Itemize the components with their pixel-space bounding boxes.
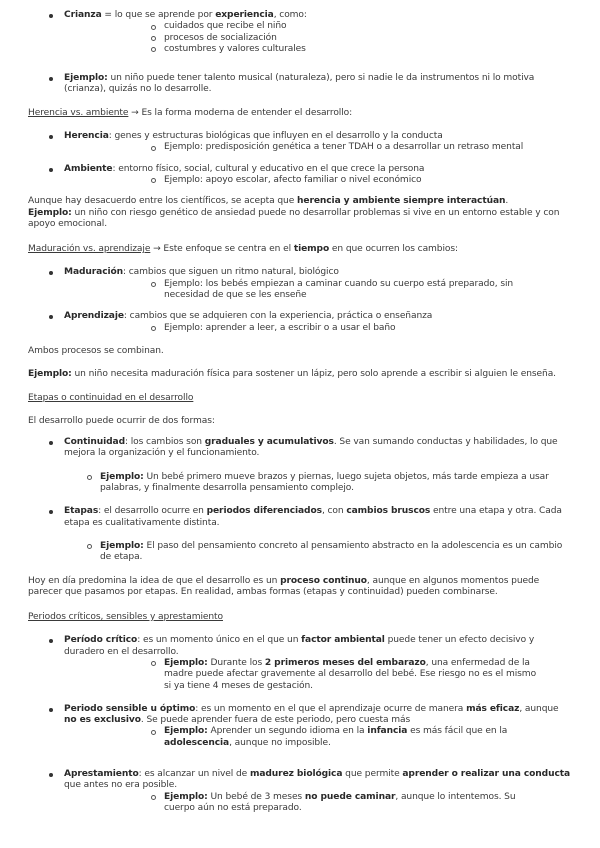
maduracion-bullet: Maduración: cambios que siguen un ritmo natural, biológico Ejemplo: los bebés empiezan a caminar cuando su cuerpo está preparado, sin necesidad de que se les enseñe [64,267,572,301]
herencia-bullet: Herencia: genes y estructuras biológicas que influyen en el desarrollo y la conducta Ejemplo: predisposición genética a tener TDAH o a desarrollar un retraso mental [64,131,572,154]
aprestamiento-bullet: Aprestamiento: es alcanzar un nivel de madurez biológica que permite aprender o realizar una conducta que antes no era posible. Ejemplo: Un bebé de 3 meses no puede caminar, aunque lo intentemos. Su cuerpo aún no está preparado. [64,769,571,813]
section-heading-maduracion: Maduración vs. aprendizaje → Este enfoque se centra en el tiempo en que ocurren los cambios: [28,244,458,255]
etapas-ejemplo: Ejemplo: El paso del pensamiento concreto al pensamiento abstracto en la adolescencia es un cambio de etapa. [100,541,572,564]
section-heading-etapas: Etapas o continuidad en el desarrollo [28,392,194,403]
maduracion-ejemplo: Ejemplo: los bebés empiezan a caminar cuando su cuerpo está preparado, sin necesidad de que se les enseñe [164,279,544,302]
consensus-text: Aunque hay desacuerdo entre los científicos, se acepta que herencia y ambiente siempre interactúan. Ejemplo: un niño con riesgo genético de ansiedad puede no desarrollar problemas si vive en un entorno estable y con apoyo emocional. [28,196,560,229]
list-item: procesos de socialización [164,33,544,44]
section-heading-periodos: Periodos críticos, sensibles y aprestamiento [28,612,223,623]
list-item: cuidados que recibe el niño [164,21,544,32]
maduracion-example-paragraph: Ejemplo: un niño necesita maduración física para sostener un lápiz, pero solo aprende a escribir si alguien le enseña. [28,369,556,380]
crianza-bullet: Crianza = lo que se aprende por experiencia, como: cuidados que recibe el niño procesos de socialización costumbres y valores culturales [64,10,572,55]
sensible-bullet: Periodo sensible u óptimo: es un momento en el que el aprendizaje ocurre de manera más eficaz, aunque no es exclusivo. Se puede aprender fuera de este periodo, pero cuesta más Ejemplo: Aprender un segundo idioma en la infancia es más fácil que en la adolescencia, aunque no imposible. [64,704,572,749]
critico-bullet: Período crítico: es un momento único en el que un factor ambiental puede tener un efecto decisivo y duradero en el desarrollo. Ejemplo: Durante los 2 primeros meses del embarazo, una enfermedad de la madre puede afectar gravemente al desarrollo del bebé. Ese riesgo no es el mismo si ya tiene 4 meses de gestación. [64,635,572,691]
etapas-summary: Hoy en día predomina la idea de que el desarrollo es un proceso continuo, aunque en algunos momentos puede parecer que pasamos por etapas. En realidad, ambas formas (etapas y continuidad) pueden combinarse. [28,575,540,597]
etapas-intro: El desarrollo puede ocurrir de dos formas: [28,415,215,426]
section-heading-herencia: Herencia vs. ambiente → Es la forma moderna de entender el desarrollo: [28,107,353,118]
critico-ejemplo: Ejemplo: Durante los 2 primeros meses del embarazo, una enfermedad de la madre puede afectar gravemente al desarrollo del bebé. Ese riesgo no es el mismo si ya tiene 4 meses de gestación. [164,658,544,692]
ambiente-ejemplo: Ejemplo: apoyo escolar, afecto familiar o nivel económico [164,175,544,186]
aprestamiento-ejemplo: Ejemplo: Un bebé de 3 meses no puede caminar, aunque lo intentemos. Su cuerpo aún no está preparado. [164,792,544,815]
crianza-sublist [64,21,572,55]
continuidad-ejemplo: Ejemplo: Un bebé primero mueve brazos y piernas, luego sujeta objetos, más tarde empieza a usar palabras, y finalmente desarrolla pensamiento complejo. [100,472,572,495]
combine-text: Ambos procesos se combinan. [28,345,164,356]
term-crianza: Crianza [64,10,102,20]
etapas-bullet: Etapas: el desarrollo ocurre en periodos diferenciados, con cambios bruscos entre una etapa y otra. Cada etapa es cualitativamente distinta. [64,506,572,529]
crianza-ejemplo: Ejemplo: un niño puede tener talento musical (naturaleza), pero si nadie le da instrumentos ni lo motiva (crianza), quizás no lo desarrolle. [64,73,572,96]
ambiente-bullet: Ambiente: entorno físico, social, cultural y educativo en el que crece la persona Ejemplo: apoyo escolar, afecto familiar o nivel económico [64,164,572,187]
crianza-list [0,10,600,55]
sensible-ejemplo: Ejemplo: Aprender un segundo idioma en la infancia es más fácil que en la adolescencia, aunque no imposible. [164,726,544,749]
aprendizaje-ejemplo: Ejemplo: aprender a leer, a escribir o a usar el baño [164,323,544,334]
continuidad-bullet: Continuidad: los cambios son graduales y acumulativos. Se van sumando conductas y habilidades, lo que mejora la organización y el funcionamiento. [64,437,572,460]
aprendizaje-bullet: Aprendizaje: cambios que se adquieren con la experiencia, práctica o enseñanza Ejemplo: aprender a leer, a escribir o a usar el baño [64,311,572,334]
herencia-ejemplo: Ejemplo: predisposición genética a tener TDAH o a desarrollar un retraso mental [164,142,544,153]
list-item: costumbres y valores culturales [164,44,544,55]
